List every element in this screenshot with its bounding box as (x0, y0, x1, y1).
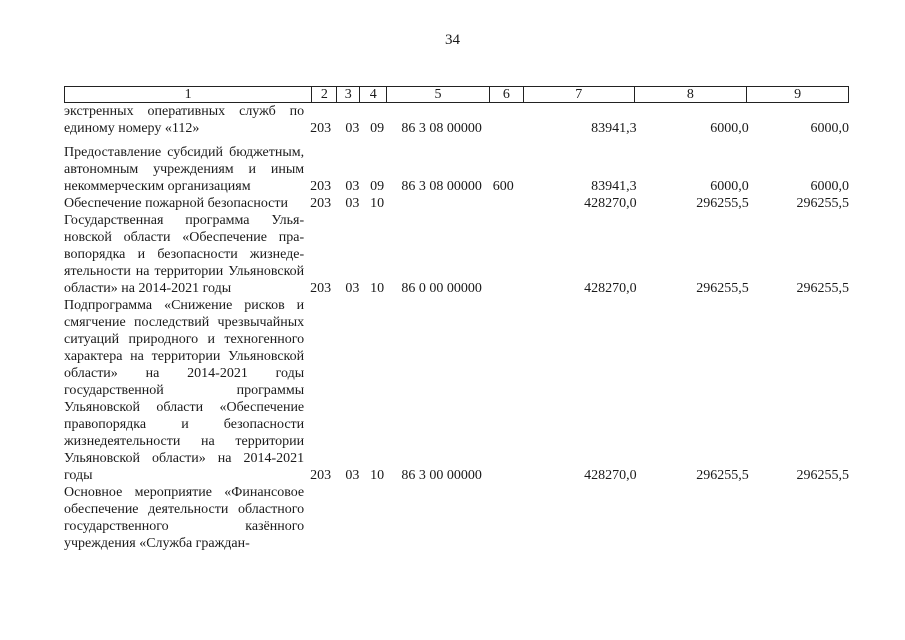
header-cell-1: 1 (65, 87, 312, 102)
row-name: Обеспечение пожарной безопасности (64, 196, 289, 211)
row-col-2: 203 (310, 468, 332, 483)
header-cell-5: 5 (387, 87, 490, 102)
row-name: Подпрограмма «Снижение рисков и смягчение последствий чрезвычайных ситуаций природного и техногенного характера на территории Ульяновской области» на 2014-2021 годы государственной программы Ульяновской области «Обеспечение правопорядка и безопасности жизнедеятельности на территории Ульяновской области» на 2014-2021 годы (64, 298, 305, 483)
row-col-2: 203 (310, 196, 332, 211)
row-col-7: 83941,3 (591, 121, 637, 136)
header-cell-2: 2 (312, 87, 337, 102)
row-col-5: 86 3 00 00000 (401, 468, 482, 483)
row-col-7: 428270,0 (584, 468, 637, 483)
row-name: Государственная программа Ульяновской области «Обеспечение правопорядка и безопасности жизнедеятельности на территории Ульяновской области» на 2014-2021 годы (64, 213, 305, 296)
table-row (64, 103, 849, 137)
row-col-3: 03 (345, 179, 360, 194)
header-cell-3: 3 (337, 87, 360, 102)
table-row (64, 144, 849, 195)
row-col-2: 203 (310, 121, 332, 136)
header-cell-4: 4 (360, 87, 387, 102)
row-col-9: 6000,0 (810, 121, 850, 136)
header-cell-8: 8 (635, 87, 748, 102)
row-col-3: 03 (345, 121, 360, 136)
row-col-9: 296255,5 (796, 468, 850, 483)
row-col-7: 428270,0 (584, 281, 637, 296)
row-col-8: 6000,0 (710, 179, 749, 194)
table-row (64, 297, 849, 484)
row-col-7: 83941,3 (591, 179, 637, 194)
header-cell-7: 7 (524, 87, 635, 102)
row-col-5: 86 3 08 00000 (401, 179, 482, 194)
row-col-5: 86 3 08 00000 (401, 121, 482, 136)
table-header-row (64, 86, 849, 103)
row-col-3: 03 (345, 281, 360, 296)
row-col-9: 6000,0 (810, 179, 850, 194)
table-row (64, 195, 849, 212)
table-row (64, 212, 849, 297)
page-number: 34 (445, 32, 460, 48)
row-col-3: 03 (345, 468, 360, 483)
table-body (64, 103, 849, 552)
table-row (64, 484, 849, 552)
row-col-4: 10 (370, 281, 385, 296)
row-col-8: 296255,5 (696, 281, 749, 296)
row-col-6: 600 (492, 179, 514, 194)
row-col-4: 10 (370, 196, 385, 211)
row-col-4: 09 (370, 179, 385, 194)
header-cell-6: 6 (490, 87, 524, 102)
row-col-9: 296255,5 (796, 281, 850, 296)
row-col-5: 86 0 00 00000 (401, 281, 482, 296)
row-col-4: 09 (370, 121, 385, 136)
row-col-2: 203 (310, 179, 332, 194)
row-col-9: 296255,5 (796, 196, 850, 211)
row-col-8: 296255,5 (696, 196, 749, 211)
row-name: экстренных оперативных служб по единому номеру «112» (64, 104, 305, 136)
row-col-2: 203 (310, 281, 332, 296)
row-col-7: 428270,0 (584, 196, 637, 211)
row-col-4: 10 (370, 468, 385, 483)
row-name: Предоставление субсидий бюджетным, автономным учреждениям и иным некоммерческим организациям (64, 145, 305, 194)
header-cell-9: 9 (794, 87, 802, 102)
row-name: Основное мероприятие «Финансовое обеспечение деятельности областного государственного казённого учреждения «Служба граждан- (64, 485, 305, 551)
row-col-8: 296255,5 (696, 468, 749, 483)
row-col-3: 03 (345, 196, 360, 211)
row-col-8: 6000,0 (710, 121, 749, 136)
